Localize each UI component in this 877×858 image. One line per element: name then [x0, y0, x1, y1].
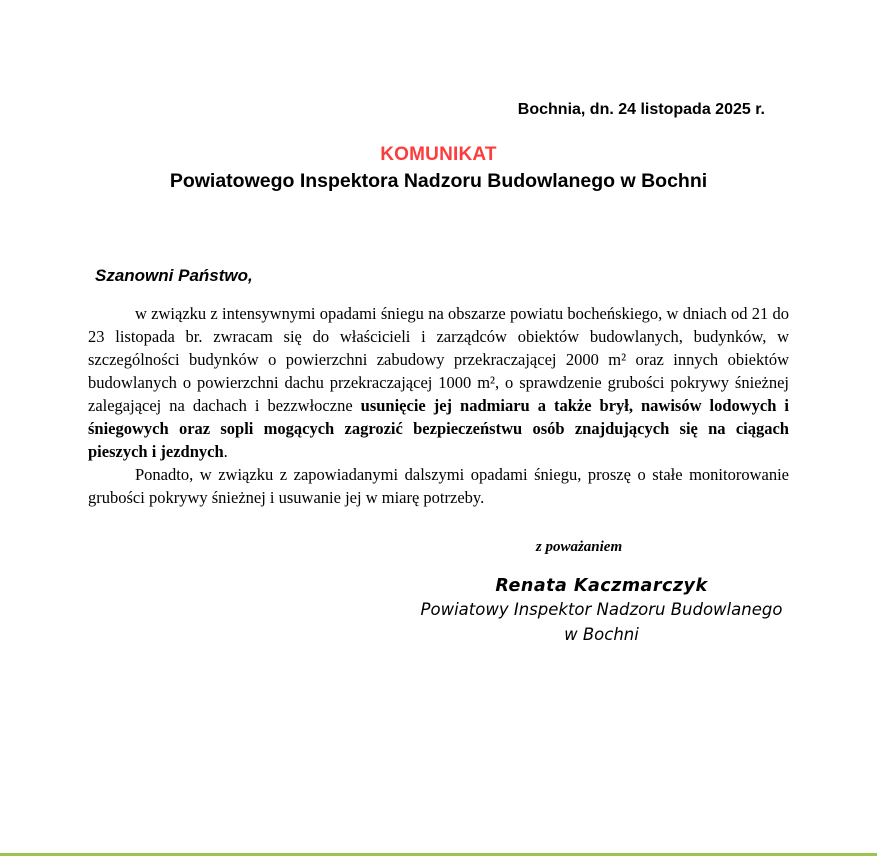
signature-place: w Bochni	[564, 624, 639, 644]
paragraph-1	[88, 302, 789, 463]
signature-name: Renata Kaczmarczyk	[495, 576, 708, 596]
paragraph-1-text: w związku z intensywnymi opadami śniegu na obszarze powiatu bocheńskiego, w dniach od 21 do 23 listopada br. zwracam się do właścicieli i zarządców obiektów budowlanych, budynków, w szczególności budynków o powierzchni zabudowy przekraczającej 2000 m² oraz innych obiektów budowlanych o powierzchni dachu przekraczającej 1000 m², o sprawdzenie grubości pokrywy śnieżnej zalegającej na dachach i bezzwłoczne	[88, 304, 789, 415]
letter-body	[88, 302, 789, 509]
signature-block	[420, 574, 783, 647]
closing-phrase: z poważaniem	[535, 539, 623, 555]
signature-role: Powiatowy Inspektor Nadzoru Budowlanego	[420, 600, 783, 619]
page-title: KOMUNIKAT	[380, 144, 497, 165]
salutation: Szanowni Państwo,	[95, 266, 253, 285]
footer-divider	[0, 853, 877, 856]
paragraph-1-period: .	[223, 442, 228, 461]
page-subtitle: Powiatowego Inspektora Nadzoru Budowlanego w Bochni	[169, 170, 708, 192]
paragraph-1-bold-text: usunięcie jej nadmiaru a także brył, nawisów lodowych i śniegowych oraz sopli mogących zagrozić bezpieczeństwu osób znajdujących się na ciągach pieszych i jezdnych	[88, 396, 789, 461]
paragraph-2: Ponadto, w związku z zapowiadanymi dalszymi opadami śniegu, proszę o stałe monitorowanie grubości pokrywy śnieżnej i usuwanie jej w miarę potrzeby.	[88, 465, 789, 507]
date-line: Bochnia, dn. 24 listopada 2025 r.	[517, 101, 765, 118]
